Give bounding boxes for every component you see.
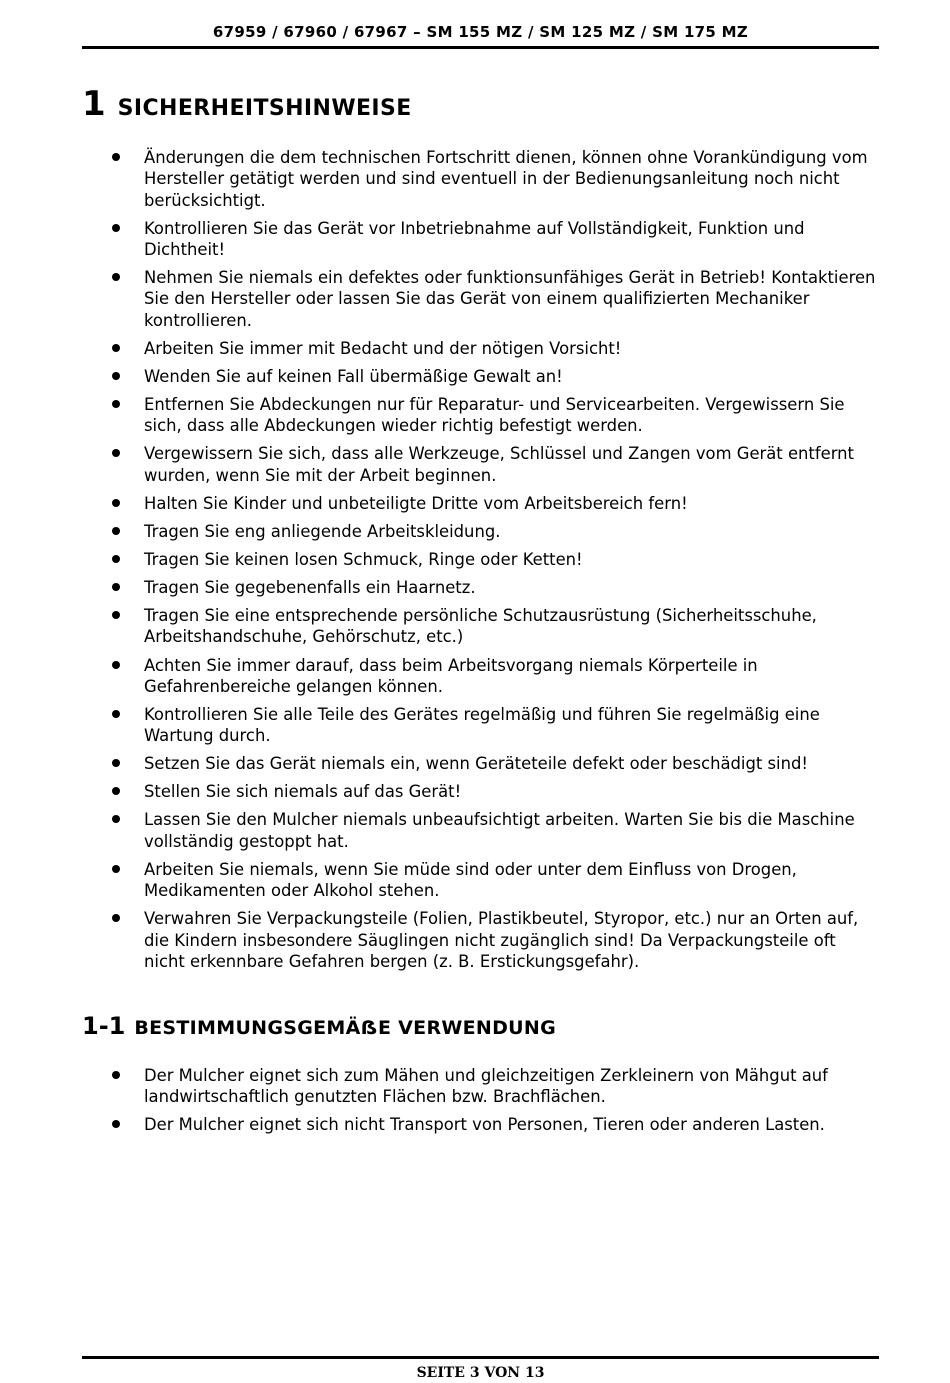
list-item-text: Stellen Sie sich niemals auf das Gerät! <box>144 782 462 802</box>
list-item <box>108 908 878 972</box>
list-item-text: Änderungen die dem technischen Fortschritt dienen, können ohne Vorankündigung vom Hersteller getätigt werden und sind eventuell in der Bedienungsanleitung noch nicht berücksichtigt. <box>144 148 868 210</box>
list-item <box>108 218 878 261</box>
bullet-icon <box>112 865 120 873</box>
list-item <box>108 809 878 852</box>
list-item <box>108 366 878 387</box>
bullet-icon <box>112 372 120 380</box>
list-item <box>108 655 878 698</box>
list-item <box>108 521 878 542</box>
bullet-icon <box>112 449 120 457</box>
list-item <box>108 704 878 747</box>
list-item-text: Arbeiten Sie immer mit Bedacht und der nötigen Vorsicht! <box>144 338 622 358</box>
bullet-icon <box>112 611 120 619</box>
section-title: SICHERHEITSHINWEISE <box>117 96 412 121</box>
list-item-text: Entfernen Sie Abdeckungen nur für Reparatur- und Servicearbeiten. Vergewissern Sie sich, dass alle Abdeckungen wieder richtig befestigt werden. <box>144 394 845 436</box>
list-item <box>108 753 878 774</box>
bullet-icon <box>112 583 120 591</box>
footer-divider <box>82 1356 879 1359</box>
bullet-icon <box>112 914 120 922</box>
list-item-text: Arbeiten Sie niemals, wenn Sie müde sind oder unter dem Einfluss von Drogen, Medikamenten oder Alkohol stehen. <box>144 859 797 901</box>
bullet-icon <box>112 499 120 507</box>
list-item <box>108 267 878 331</box>
list-item <box>108 493 878 514</box>
bullet-icon <box>112 555 120 563</box>
bullet-icon <box>112 759 120 767</box>
list-item-text: Kontrollieren Sie alle Teile des Gerätes regelmäßig und führen Sie regelmäßig eine Wartung durch. <box>144 704 820 746</box>
list-item-text: Tragen Sie eng anliegende Arbeitskleidung. <box>144 521 501 541</box>
list-item <box>108 1114 878 1135</box>
subsection-title: BESTIMMUNGSGEMÄẞE VERWENDUNG <box>134 1017 557 1039</box>
subsection-number: 1-1 <box>82 1012 126 1040</box>
bullet-icon <box>112 344 120 352</box>
list-item <box>108 859 878 902</box>
bullet-icon <box>112 661 120 669</box>
bullet-icon <box>112 1071 120 1079</box>
intended-use-list <box>108 1065 878 1142</box>
bullet-icon <box>112 710 120 718</box>
bullet-icon <box>112 787 120 795</box>
list-item-text: Kontrollieren Sie das Gerät vor Inbetriebnahme auf Vollständigkeit, Funktion und Dichtheit! <box>144 218 805 259</box>
safety-instructions-list <box>108 147 878 979</box>
list-item <box>108 577 878 598</box>
bullet-icon <box>112 1120 120 1128</box>
list-item-text: Halten Sie Kinder und unbeteiligte Dritte vom Arbeitsbereich fern! <box>144 493 688 513</box>
list-item <box>108 443 878 486</box>
bullet-icon <box>112 400 120 408</box>
list-item <box>108 394 878 437</box>
section-heading <box>82 84 412 124</box>
bullet-icon <box>112 527 120 535</box>
list-item-text: Der Mulcher eignet sich zum Mähen und gleichzeitigen Zerkleinern von Mähgut auf landwirtschaftlich genutzten Flächen bzw. Brachflächen. <box>144 1066 828 1107</box>
list-item <box>108 781 878 802</box>
list-item-text: Setzen Sie das Gerät niemals ein, wenn Geräteteile defekt oder beschädigt sind! <box>144 754 808 774</box>
list-item <box>108 1065 878 1108</box>
subsection-heading <box>82 1012 556 1040</box>
header-divider <box>82 46 879 49</box>
list-item-text: Vergewissern Sie sich, dass alle Werkzeuge, Schlüssel und Zangen vom Gerät entfernt wurden, wenn Sie mit der Arbeit beginnen. <box>144 444 854 485</box>
page-header: 67959 / 67960 / 67967 – SM 155 MZ / SM 125 MZ / SM 175 MZ <box>212 23 749 41</box>
bullet-icon <box>112 273 120 281</box>
list-item-text: Tragen Sie keinen losen Schmuck, Ringe oder Ketten! <box>144 549 583 569</box>
list-item-text: Tragen Sie eine entsprechende persönliche Schutzausrüstung (Sicherheitsschuhe, Arbeitshandschuhe, Gehörschutz, etc.) <box>144 606 817 647</box>
list-item <box>108 605 878 648</box>
list-item-text: Tragen Sie gegebenenfalls ein Haarnetz. <box>144 578 476 598</box>
list-item-text: Der Mulcher eignet sich nicht Transport von Personen, Tieren oder anderen Lasten. <box>144 1115 825 1135</box>
list-item-text: Lassen Sie den Mulcher niemals unbeaufsichtigt arbeiten. Warten Sie bis die Maschine vollständig gestoppt hat. <box>144 810 855 851</box>
page-number: SEITE 3 VON 13 <box>416 1365 545 1381</box>
section-number: 1 <box>82 84 106 124</box>
list-item <box>108 147 878 211</box>
list-item <box>108 338 878 359</box>
bullet-icon <box>112 224 120 232</box>
list-item-text: Verwahren Sie Verpackungsteile (Folien, Plastikbeutel, Styropor, etc.) nur an Orten auf, die Kindern insbesondere Säuglingen nicht zugänglich sind! Da Verpackungsteile oft nicht erkennbare Gefahren bergen (z. B. Erstickungsgefahr). <box>144 909 859 971</box>
list-item <box>108 549 878 570</box>
list-item-text: Wenden Sie auf keinen Fall übermäßige Gewalt an! <box>144 366 563 386</box>
list-item-text: Achten Sie immer darauf, dass beim Arbeitsvorgang niemals Körperteile in Gefahrenbereiche gelangen können. <box>144 655 758 696</box>
list-item-text: Nehmen Sie niemals ein defektes oder funktionsunfähiges Gerät in Betrieb! Kontaktieren Sie den Hersteller oder lassen Sie das Gerät von einem qualifizierten Mechaniker kontrollieren. <box>144 268 876 330</box>
bullet-icon <box>112 153 120 161</box>
bullet-icon <box>112 815 120 823</box>
